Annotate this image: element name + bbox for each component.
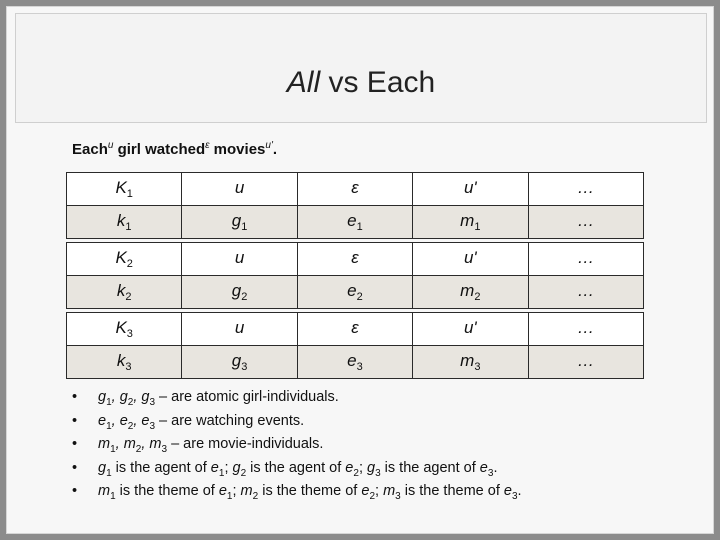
- table-cell: $e_2$: [297, 276, 412, 309]
- table-cell: ε: [297, 173, 412, 206]
- list-item: • $e_1$, $e_2$, $e_3$ – are watching events.: [72, 412, 305, 432]
- table-cell: $K_1$: [67, 173, 182, 206]
- table-cell: $K_2$: [67, 243, 182, 276]
- list-item: • $g_1$ is the agent of $e_1$; $g_2$ is the agent of $e_2$; $g_3$ is the agent of $e_3$.: [72, 459, 498, 479]
- table-row-lower: [67, 206, 644, 239]
- slide-title: [16, 66, 706, 100]
- table-cell: $g_2$: [182, 276, 297, 309]
- assignment-table-1: [66, 172, 644, 239]
- sentence-period: .: [272, 141, 278, 158]
- table-row-upper: [67, 313, 644, 346]
- word-girl-watched: girl watched: [113, 141, 206, 158]
- table-cell: …: [528, 276, 643, 309]
- table-cell: u': [413, 313, 528, 346]
- list-item: • $m_1$, $m_2$, $m_3$ – are movie-individuals.: [72, 436, 324, 455]
- table-cell: u': [413, 243, 528, 276]
- assignment-table-3: [66, 312, 644, 379]
- bullet-icon: •: [72, 412, 78, 429]
- table-cell: $e_3$: [297, 346, 412, 379]
- table-row-lower: [67, 346, 644, 379]
- example-sentence: [72, 140, 277, 158]
- table-cell: u: [182, 313, 297, 346]
- table-cell: $m_2$: [413, 276, 528, 309]
- table-cell: …: [528, 243, 643, 276]
- table-cell: $k_1$: [67, 206, 182, 239]
- table-cell: …: [528, 346, 643, 379]
- index-epsilon: ε: [205, 140, 210, 151]
- bullet-icon: •: [72, 459, 78, 476]
- index-u-prime: u': [265, 140, 273, 151]
- table-cell: $m_1$: [413, 206, 528, 239]
- title-italic: All: [286, 66, 321, 99]
- table-row-upper: [67, 243, 644, 276]
- table-cell: u: [182, 243, 297, 276]
- notes-list: [72, 389, 522, 507]
- table-cell: $e_1$: [297, 206, 412, 239]
- list-item: • $m_1$ is the theme of $e_1$; $m_2$ is the theme of $e_2$; $m_3$ is the theme of $e_3$.: [72, 483, 522, 502]
- table-cell: $k_3$: [67, 346, 182, 379]
- word-movies: movies: [209, 141, 266, 158]
- table-cell: $g_1$: [182, 206, 297, 239]
- table-row-lower: [67, 276, 644, 309]
- bullet-icon: •: [72, 436, 78, 452]
- index-u: u: [107, 140, 114, 151]
- table-cell: ε: [297, 313, 412, 346]
- table-cell: $K_3$: [67, 313, 182, 346]
- word-each: Each: [72, 141, 108, 158]
- table-cell: $k_2$: [67, 276, 182, 309]
- title-band: [15, 13, 707, 123]
- bullet-icon: •: [72, 483, 78, 499]
- assignment-table-2: [66, 242, 644, 309]
- table-cell: …: [528, 173, 643, 206]
- table-cell: ε: [297, 243, 412, 276]
- table-cell: u': [413, 173, 528, 206]
- list-item: • $g_1$, $g_2$, $g_3$ – are atomic girl-individuals.: [72, 389, 339, 408]
- table-cell: …: [528, 313, 643, 346]
- title-rest: vs Each: [320, 66, 436, 99]
- bullet-icon: •: [72, 389, 78, 405]
- table-cell: …: [528, 206, 643, 239]
- table-cell: $g_3$: [182, 346, 297, 379]
- table-row-upper: [67, 173, 644, 206]
- table-cell: $m_3$: [413, 346, 528, 379]
- table-cell: u: [182, 173, 297, 206]
